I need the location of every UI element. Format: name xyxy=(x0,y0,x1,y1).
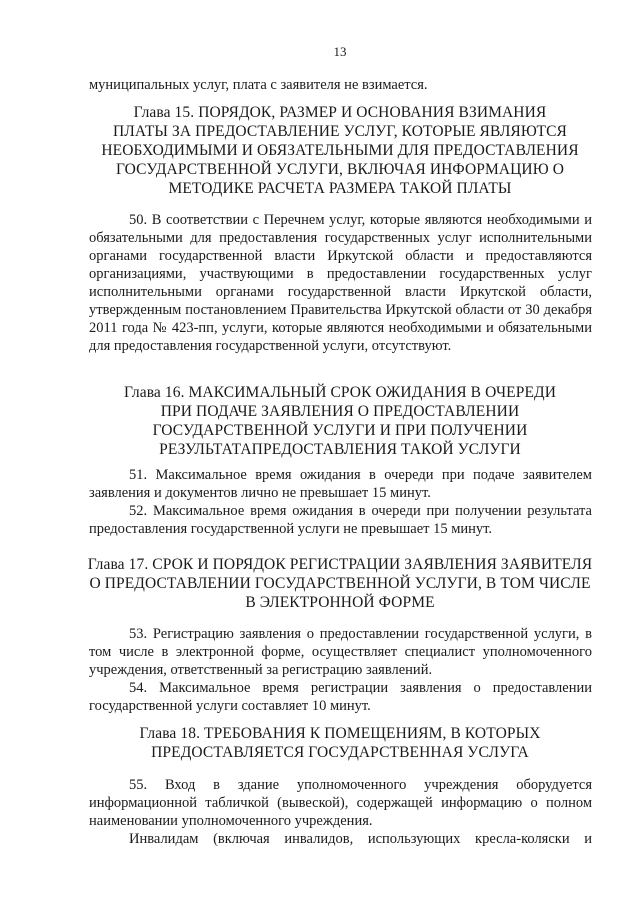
chapter-18-heading xyxy=(80,724,600,762)
paragraph-51: 51. Максимальное время ожидания в очереди при подаче заявителем заявления и документов лично не превышает 15 минут. xyxy=(89,467,592,501)
heading-line: ПЛАТЫ ЗА ПРЕДОСТАВЛЕНИЕ УСЛУГ, КОТОРЫЕ ЯВЛЯЮТСЯ xyxy=(113,123,567,140)
heading-line: РЕЗУЛЬТАТАПРЕДОСТАВЛЕНИЯ ТАКОЙ УСЛУГИ xyxy=(159,441,521,458)
paragraph-disabled-persons: Инвалидам (включая инвалидов, использующих кресла-коляски и xyxy=(129,831,592,847)
paragraph-52: 52. Максимальное время ожидания в очереди при получении результата предоставления государственной услуги не превышает 15 минут. xyxy=(89,503,592,537)
heading-line: Глава 18. ТРЕБОВАНИЯ К ПОМЕЩЕНИЯМ, В КОТОРЫХ xyxy=(139,725,541,742)
heading-line: МЕТОДИКЕ РАСЧЕТА РАЗМЕРА ТАКОЙ ПЛАТЫ xyxy=(168,180,512,197)
heading-line: О ПРЕДОСТАВЛЕНИИ ГОСУДАРСТВЕННОЙ УСЛУГИ, В ТОМ ЧИСЛЕ xyxy=(89,575,591,592)
heading-line: НЕОБХОДИМЫМИ И ОБЯЗАТЕЛЬНЫМИ ДЛЯ ПРЕДОСТАВЛЕНИЯ xyxy=(101,142,579,159)
heading-line: ПРИ ПОДАЧЕ ЗАЯВЛЕНИЯ О ПРЕДОСТАВЛЕНИИ xyxy=(160,403,520,420)
page-number: 13 xyxy=(333,44,347,59)
heading-line: ГОСУДАРСТВЕННОЙ УСЛУГИ И ПРИ ПОЛУЧЕНИИ xyxy=(152,422,528,439)
chapter-17-heading xyxy=(80,555,600,612)
chapter-15-heading xyxy=(80,103,600,198)
chapter-16-heading xyxy=(80,383,600,459)
heading-line: Глава 17. СРОК И ПОРЯДОК РЕГИСТРАЦИИ ЗАЯВЛЕНИЯ ЗАЯВИТЕЛЯ xyxy=(87,556,593,573)
paragraph-54: 54. Максимальное время регистрации заявления о предоставлении государственной услуги составляет 10 минут. xyxy=(89,680,592,714)
heading-line: ГОСУДАРСТВЕННОЙ УСЛУГИ, ВКЛЮЧАЯ ИНФОРМАЦИЮ О xyxy=(115,161,565,178)
paragraph-55: 55. Вход в здание уполномоченного учреждения оборудуется информационной табличкой (вывеской), содержащей информацию о полном наименовании уполномоченного учреждения. xyxy=(89,777,592,829)
paragraph-50: 50. В соответствии с Перечнем услуг, которые являются необходимыми и обязательными для предоставления государственных услуг исполнительными органами государственной власти Иркутской области и предоставляются организациями, участвующими в предоставлении государственных услуг исполнительными органами государственной власти Иркутской области, утвержденным постановлением Правительства Иркутской области от 30 декабря 2011 года № 423-пп, услуги, которые являются необходимыми и обязательными для предоставления государственной услуги, отсутствуют. xyxy=(89,212,592,354)
continuation-line: муниципальных услуг, плата с заявителя не взимается. xyxy=(89,77,428,93)
heading-line: Глава 16. МАКСИМАЛЬНЫЙ СРОК ОЖИДАНИЯ В ОЧЕРЕДИ xyxy=(124,384,556,401)
heading-line: ПРЕДОСТАВЛЯЕТСЯ ГОСУДАРСТВЕННАЯ УСЛУГА xyxy=(151,744,529,761)
heading-line: Глава 15. ПОРЯДОК, РАЗМЕР И ОСНОВАНИЯ ВЗИМАНИЯ xyxy=(133,104,547,121)
paragraph-53: 53. Регистрацию заявления о предоставлении государственной услуги, в том числе в электронной форме, осуществляет специалист уполномоченного учреждения, ответственный за регистрацию заявлений. xyxy=(89,626,592,678)
heading-line: В ЭЛЕКТРОННОЙ ФОРМЕ xyxy=(245,594,435,611)
